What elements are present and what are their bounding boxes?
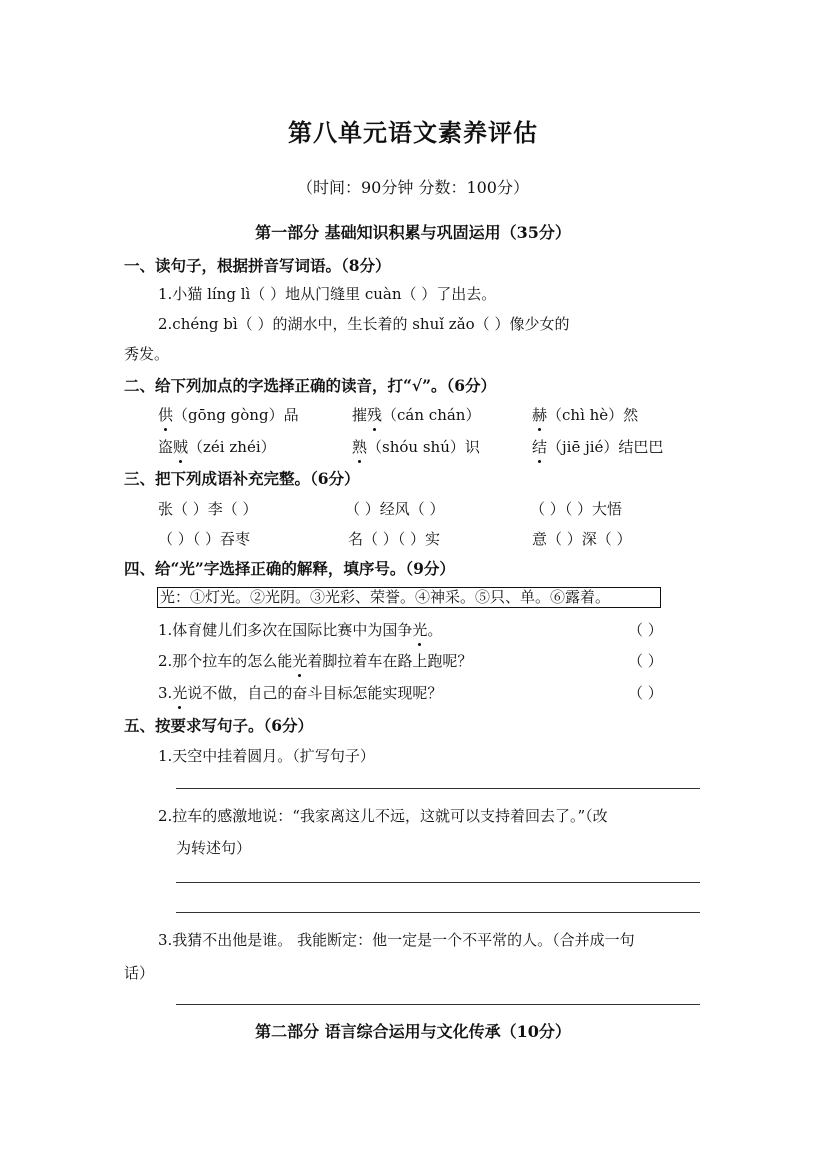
s1-line-3: 秀发。 (124, 345, 170, 363)
dotted-char: 光 (292, 652, 308, 670)
s2-item-text: （cán chán） (382, 406, 481, 424)
s2-item-jieba (532, 436, 663, 457)
s2-item-cuican (352, 404, 480, 425)
idiom-4: （ ）（ ）吞枣 (158, 530, 251, 548)
s2-item-prefix: 盗 (158, 438, 174, 456)
answer-paren: （ ） (628, 621, 663, 639)
s5-question-2: 2.拉车的感激地说：“我家离这儿不远，这就可以支持着回去了。”（改 (158, 807, 608, 825)
s4-question-2 (158, 650, 472, 671)
section-one-heading: 一、读句子，根据拼音写词语。（8分） (124, 256, 391, 275)
page-title: 第八单元语文素养评估 (288, 118, 538, 147)
s5-question-2-cont: 为转述句） (176, 839, 252, 857)
part-two-heading: 第二部分 语言综合运用与文化传承（10分） (255, 1022, 571, 1041)
idiom-1: 张（ ）李（ ） (158, 500, 258, 518)
dotted-char: 熟 (352, 438, 368, 456)
answer-paren: （ ） (628, 652, 663, 670)
s2-item-shushi (352, 436, 480, 457)
s2-item-text: （jiē jié）结巴巴 (547, 438, 664, 456)
dotted-char: 赫 (532, 406, 548, 424)
answer-line[interactable] (176, 788, 700, 789)
part-one-heading: 第一部分 基础知识积累与巩固运用（35分） (255, 223, 571, 242)
section-two-heading: 二、给下列加点的字选择正确的读音，打“√”。（6分） (124, 376, 497, 395)
idiom-6: 意（ ）深（ ） (532, 530, 632, 548)
s2-item-gong (158, 404, 299, 425)
exam-info: （时间：90分钟 分数：100分） (297, 178, 529, 197)
s4-q1-text: 1.体育健儿们多次在国际比赛中为国争 (158, 621, 413, 639)
idiom-3: （ ）（ ）大悟 (530, 500, 623, 518)
section-three-heading: 三、把下列成语补充完整。（6分） (124, 469, 360, 488)
dotted-char: 光 (412, 621, 428, 639)
s4-q2-end: 着脚拉着车在路上跑呢？ (307, 652, 473, 670)
s4-question-1 (158, 619, 442, 640)
answer-paren: （ ） (628, 684, 663, 702)
s2-item-text: （shóu shú）识 (367, 438, 480, 456)
s2-item-heran (532, 404, 638, 425)
s4-q2-text: 2.那个拉车的怎么能 (158, 652, 293, 670)
s4-q3-text: 说不做，自己的奋斗目标怎能实现呢？ (187, 684, 443, 702)
s1-line-1: 1.小猫 líng lì（ ）地从门缝里 cuàn（ ）了出去。 (158, 285, 497, 303)
s2-item-text: （gōng gòng）品 (173, 406, 299, 424)
s5-question-3: 3.我猜不出他是谁。 我能断定：他一定是一个不平常的人。（合并成一句 (158, 931, 635, 949)
s2-item-text: （chì hè）然 (547, 406, 639, 424)
s2-item-daozei (158, 436, 276, 457)
dotted-char: 供 (158, 406, 174, 424)
s2-item-text: （zéi zhéi） (188, 438, 276, 456)
s2-item-prefix: 摧 (352, 406, 368, 424)
section-four-heading: 四、给“光”字选择正确的解释，填序号。（9分） (124, 559, 455, 578)
dotted-char: 贼 (173, 438, 189, 456)
idiom-2: （ ）经风（ ） (345, 500, 445, 518)
section-five-heading: 五、按要求写句子。（6分） (124, 716, 314, 735)
dotted-char: 结 (532, 438, 548, 456)
answer-line[interactable] (176, 882, 700, 883)
dotted-char: 光 (172, 684, 188, 702)
s1-line-2: 2.chéng bì（ ）的湖水中，生长着的 shuǐ zǎo（ ）像少女的 (158, 315, 570, 333)
s4-q3-number: 3. (158, 684, 173, 702)
idiom-5: 名（ ）（ ）实 (348, 530, 441, 548)
answer-line[interactable] (176, 912, 700, 913)
dotted-char: 残 (367, 406, 383, 424)
definition-box: 光：①灯光。②光阴。③光彩、荣誉。④神采。⑤只、单。⑥露着。 (157, 587, 661, 608)
s5-question-1: 1.天空中挂着圆月。（扩写句子） (158, 747, 375, 765)
s4-q1-end: 。 (427, 621, 443, 639)
s5-question-3-cont: 话） (124, 964, 155, 982)
s4-question-3 (158, 682, 442, 703)
answer-line[interactable] (176, 1004, 700, 1005)
